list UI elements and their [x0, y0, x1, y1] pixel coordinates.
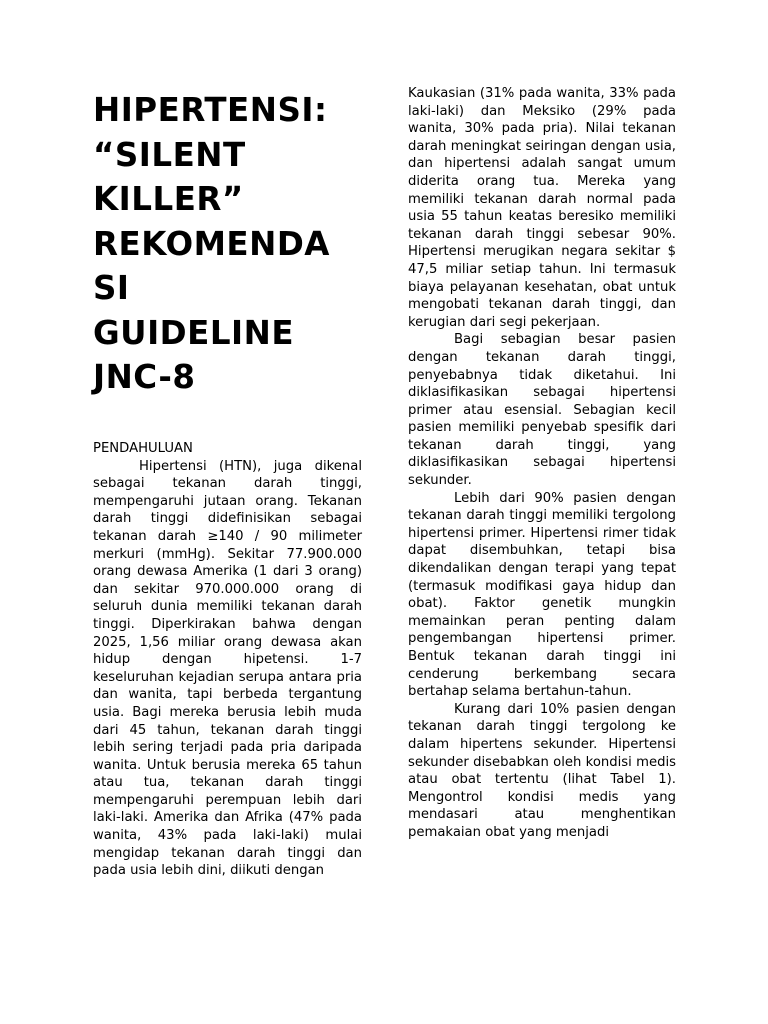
right-column — [408, 85, 676, 842]
title-line: REKOMENDA — [93, 224, 330, 263]
paragraph: Hipertensi (HTN), juga dikenal sebagai tekanan darah tinggi, mempengaruhi jutaan orang. Tekanan darah tinggi didefinisikan sebagai tekanan darah ≥140 / 90 milimeter merkuri (mmHg). Sekitar 77.900.000 orang dewasa Amerika (1 dari 3 orang) dan sekitar 970.000.000 orang di seluruh dunia memiliki tekanan darah tinggi. Diperkirakan bahwa dengan 2025, 1,56 miliar orang dewasa akan hidup dengan hipetensi. 1-7 keseluruhan kejadian serupa antara pria dan wanita, tapi berbeda tergantung usia. Bagi mereka berusia lebih muda dari 45 tahun, tekanan darah tinggi lebih sering terjadi pada pria daripada wanita. Untuk berusia mereka 65 tahun atau tua, tekanan darah tinggi mempengaruhi perempuan lebih dari laki-laki. Amerika dan Afrika (47% pada wanita, 43% pada laki-laki) mulai mengidap tekanan darah tinggi dan pada usia lebih dini, diikuti dengan — [93, 458, 362, 879]
document-title — [93, 88, 373, 400]
title-line: SI — [93, 269, 130, 307]
title-line: HIPERTENSI: — [93, 91, 328, 129]
paragraph: Lebih dari 90% pasien dengan tekanan darah tinggi memiliki tergolong hipertensi primer. Hipertensi rimer tidak dapat disembuhkan, tetapi bisa dikendalikan dengan terapi yang tepat (termasuk modifikasi gaya hidup dan obat). Faktor genetik mungkin memainkan peran penting dalam pengembangan hipertensi primer. Bentuk tekanan darah tinggi ini cenderung berkembang secara bertahap selama bertahun-tahun. — [408, 490, 676, 700]
left-column — [93, 440, 362, 880]
paragraph: Kurang dari 10% pasien dengan tekanan darah tinggi tergolong ke dalam hipertens sekunder. Hipertensi sekunder disebabkan oleh kondisi medis atau obat tertentu (lihat Tabel 1). Mengontrol kondisi medis yang mendasari atau menghentikan pemakaian obat yang menjadi — [408, 701, 676, 840]
title-line: KILLER” — [93, 180, 244, 218]
title-line: JNC-8 — [93, 358, 196, 396]
paragraph: Kaukasian (31% pada wanita, 33% pada laki-laki) dan Meksiko (29% pada wanita, 30% pada pria). Nilai tekanan darah meningkat seiringan dengan usia, dan hipertensi adalah sangat umum diderita orang tua. Mereka yang memiliki tekanan darah normal pada usia 55 tahun keatas beresiko memiliki tekanan darah tinggi sebesar 90%. Hipertensi merugikan negara sekitar $ 47,5 miliar setiap tahun. Ini termasuk biaya pelayanan kesehatan, obat untuk mengobati tekanan darah tinggi, dan kerugian dari segi pekerjaan. — [408, 86, 676, 330]
paragraph: Bagi sebagian besar pasien dengan tekanan darah tinggi, penyebabnya tidak diketahui. Ini diklasifikasikan sebagai hipertensi primer atau esensial. Sebagian kecil pasien memiliki penyebab spesifik dari tekanan darah tinggi, yang diklasifikasikan sebagai hipertensi sekunder. — [408, 332, 676, 489]
title-line: GUIDELINE — [93, 313, 295, 352]
title-line: “SILENT — [93, 135, 246, 174]
section-heading: PENDAHULUAN — [93, 441, 193, 456]
